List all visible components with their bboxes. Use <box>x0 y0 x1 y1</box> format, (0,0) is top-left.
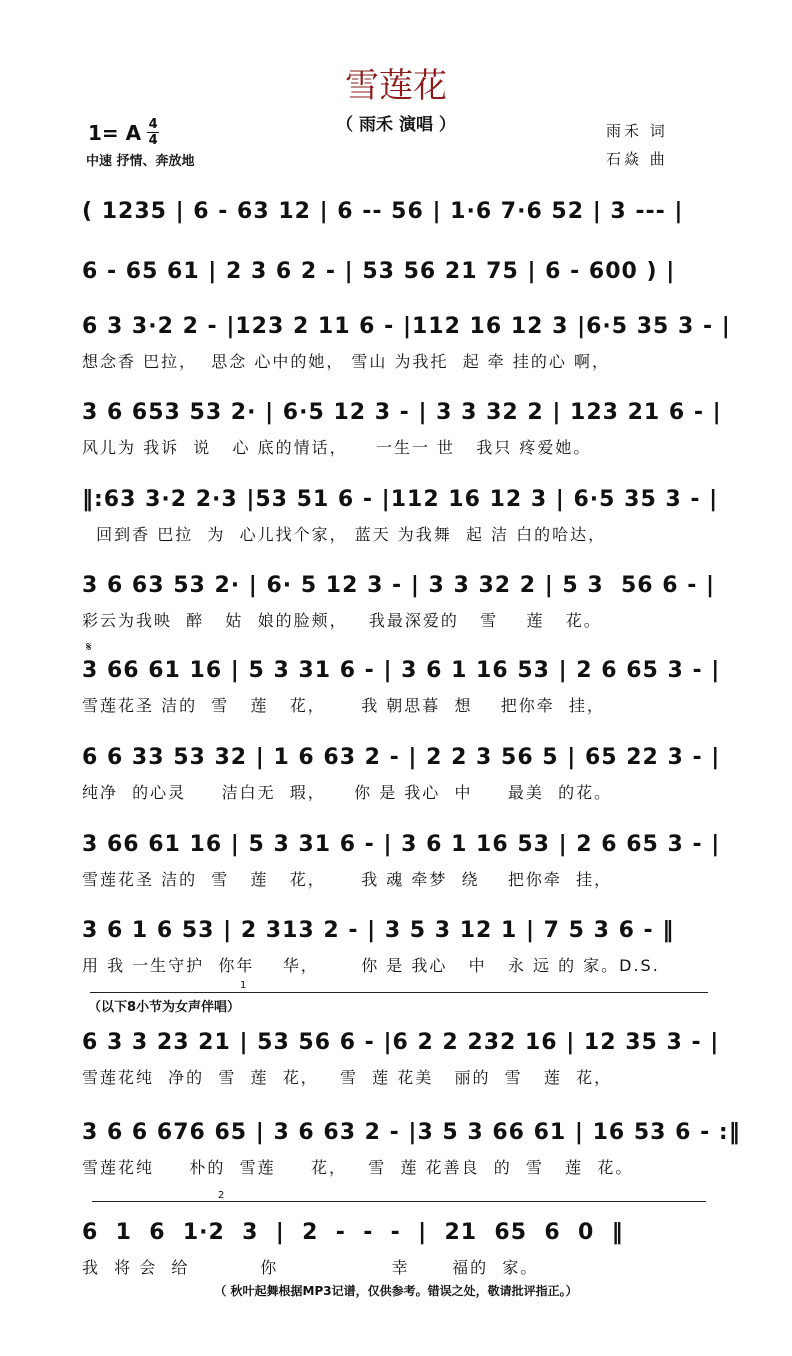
score-row-8 <box>82 743 721 805</box>
score-row-13 <box>82 1218 717 1280</box>
volta-2-number: 2 <box>218 1190 225 1201</box>
key-label: 1= A <box>88 120 142 145</box>
lyricist-credit: 雨禾 词 <box>606 122 668 140</box>
notation: 6 6 33 53 32 | 1 6 63 2 - | 2 2 3 56 5 | 65 22 3 - | <box>82 745 721 770</box>
lyric-line: 我 将 会 给 你 幸 福的 家。 <box>82 1258 539 1277</box>
notation: ‖:63 3·2 2·3 |53 51 6 - |112 16 12 3 | 6·5 35 3 - | <box>82 487 719 512</box>
key-signature <box>88 118 159 147</box>
tempo-marking: 中速 抒情、奔放地 <box>86 154 195 169</box>
volta-2-bracket <box>92 1201 706 1202</box>
lyric-line: 风儿为 我诉 说 心 底的情话， 一生一 世 我只 疼爱她。 <box>82 438 592 457</box>
time-top: 4 <box>148 117 158 132</box>
notation: 6 1 6 1·2 3 | 2 - - - | 21 65 6 0 ‖ <box>82 1220 624 1245</box>
score-row-12 <box>82 1118 741 1180</box>
lyric-line: 雪莲花圣 洁的 雪 莲 花， 我 魂 牵梦 绕 把你牵 挂， <box>82 870 613 889</box>
score-row-3 <box>82 312 731 374</box>
segno-sign: 𝄋 <box>86 640 92 655</box>
lyric-line: 回到香 巴拉 为 心儿找个家， 蓝天 为我舞 起 洁 白的哈达， <box>82 525 607 544</box>
notation: 6 3 3·2 2 - |123 2 11 6 - |112 16 12 3 |6·5 35 3 - | <box>82 314 731 339</box>
notation: 3 66 61 16 | 5 3 31 6 - | 3 6 1 16 53 | 2 6 65 3 - | <box>82 832 721 857</box>
song-title: 雪莲花 <box>345 66 447 106</box>
lyric-line: 雪莲花圣 洁的 雪 莲 花， 我 朝思暮 想 把你牵 挂， <box>82 696 605 715</box>
notation: 3 6 63 53 2· | 6· 5 12 3 - | 3 3 32 2 | 5 3 56 6 - | <box>82 573 716 598</box>
lyric-line: 彩云为我映 醉 姑 娘的脸颊， 我最深爱的 雪 莲 花。 <box>82 611 602 630</box>
notation: 3 66 61 16 | 5 3 31 6 - | 3 6 1 16 53 | 2 6 65 3 - | <box>82 658 721 683</box>
singer-credit: （ 雨禾 演唱 ） <box>336 115 456 135</box>
footer-note: （ 秋叶起舞根据MP3记谱，仅供参考。错误之处，敬请批评指正。） <box>214 1284 578 1298</box>
lyric-line: 纯净 的心灵 洁白无 瑕， 你 是 我心 中 最美 的花。 <box>82 783 613 802</box>
time-signature <box>147 118 159 147</box>
notation: 3 6 1 6 53 | 2 313 2 - | 3 5 3 12 1 | 7 5 3 6 - ‖ <box>82 918 675 943</box>
lyric-line: 想念香 巴拉， 思念 心中的她， 雪山 为我托 起 牵 挂的心 啊， <box>82 352 610 371</box>
composer-credit: 石焱 曲 <box>606 150 668 168</box>
section-note: （以下8小节为女声伴唱） <box>88 1000 241 1015</box>
score-row-9 <box>82 830 721 892</box>
score-row-4 <box>82 398 722 460</box>
lyric-line: 雪莲花纯 朴的 雪莲 花， 雪 莲 花善良 的 雪 莲 花。 <box>82 1158 634 1177</box>
volta-1-number: 1 <box>240 980 247 991</box>
time-bottom: 4 <box>148 133 158 148</box>
lyric-line: 用 我 一生守护 你年 华， 你 是 我心 中 永 远 的 家。D.S. <box>82 956 660 975</box>
notation: ( 1235 | 6 - 63 12 | 6 -- 56 | 1·6 7·6 52 | 3 --- | <box>82 199 684 224</box>
score-row-1 <box>82 197 717 227</box>
score-row-11 <box>82 1028 720 1090</box>
notation: 3 6 653 53 2· | 6·5 12 3 - | 3 3 32 2 | 123 21 6 - | <box>82 400 722 425</box>
score-row-7 <box>82 656 721 718</box>
score-row-6 <box>82 571 717 633</box>
notation: 6 3 3 23 21 | 53 56 6 - |6 2 2 232 16 | 12 35 3 - | <box>82 1030 720 1055</box>
score-row-2 <box>82 257 717 287</box>
score-row-5 <box>82 485 717 547</box>
notation: 3 6 6 676 65 | 3 6 63 2 - |3 5 3 66 61 | 16 53 6 - :‖ <box>82 1120 741 1145</box>
lyric-line: 雪莲花纯 净的 雪 莲 花， 雪 莲 花美 丽的 雪 莲 花， <box>82 1068 613 1087</box>
notation: 6 - 65 61 | 2 3 6 2 - | 53 56 21 75 | 6 - 600 ) | <box>82 259 676 284</box>
score-row-10 <box>82 916 717 978</box>
volta-1-bracket <box>90 992 708 993</box>
